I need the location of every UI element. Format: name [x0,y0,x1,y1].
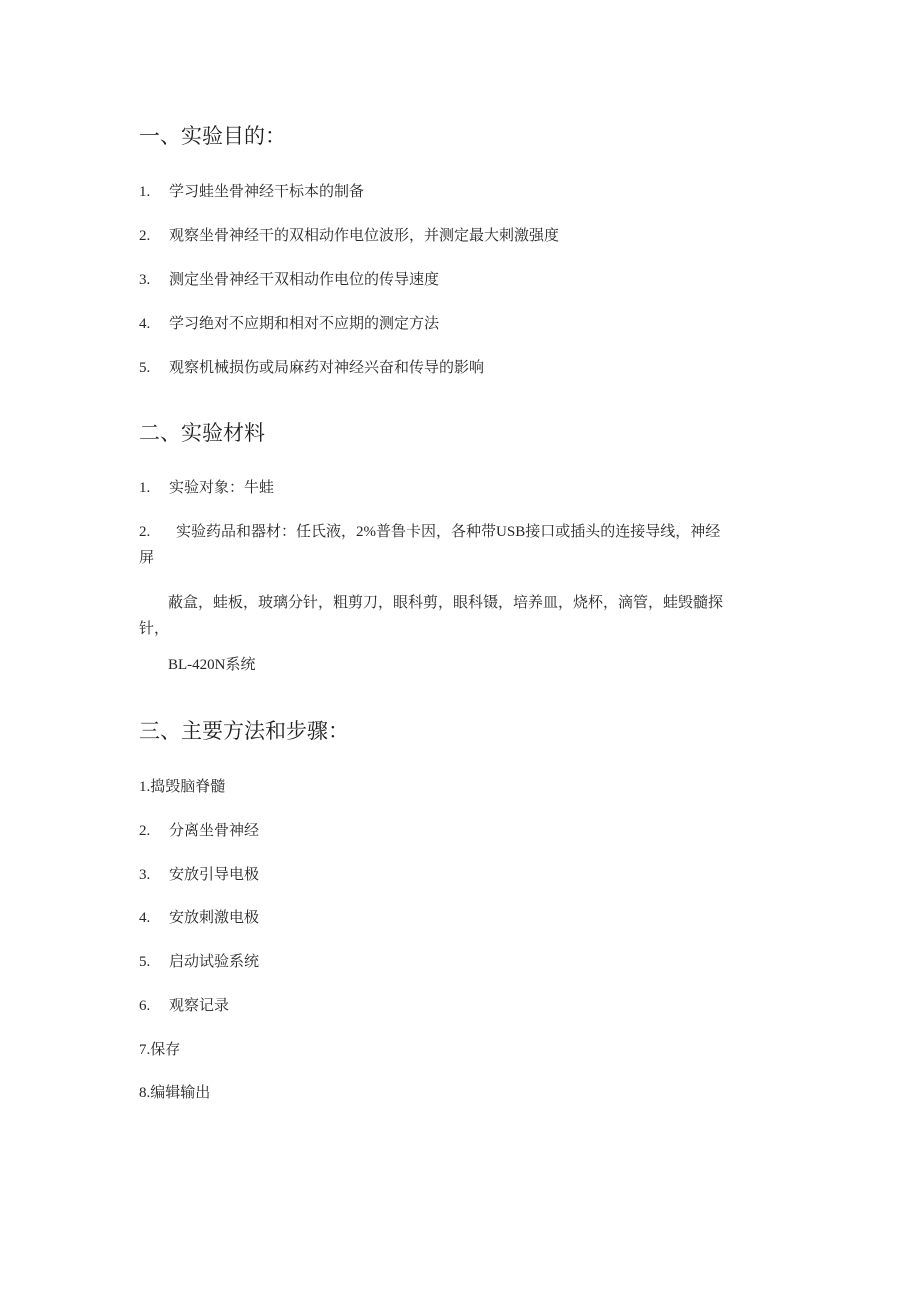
list-item-text: 安放刺激电极 [169,908,260,926]
list-item-text: 实验对象：牛蛙 [169,478,275,496]
list-item-number: 3. [139,867,151,883]
list-item-text: 启动试验系统 [169,952,260,970]
list-item [139,776,225,797]
list-item-number: 6. [139,998,151,1014]
list-item-text: 分离坐骨神经 [169,821,260,839]
list-item-text: 编辑输出 [150,1083,211,1101]
list-item-number: 5. [139,360,151,376]
list-item-text: 测定坐骨神经干双相动作电位的传导速度 [169,270,440,288]
list-item-number: 4. [139,910,151,926]
list-item [139,477,274,498]
list-item-text: 学习绝对不应期和相对不应期的测定方法 [169,314,440,332]
list-item [139,864,259,885]
list-item-number: 5. [139,954,151,970]
list-item [139,995,229,1016]
section-heading-materials: 二、实验材料 [139,421,265,445]
list-item-number: 2. [139,228,151,244]
list-item-text: 观察记录 [169,996,230,1014]
list-item-text: 安放引导电极 [169,865,260,883]
list-item [139,521,720,542]
list-item-number: 4. [139,316,151,332]
list-item-text-part: 普鲁卡因，各种带 [376,522,497,540]
list-item [139,820,259,841]
list-item-continuation: 蔽盒，蛙板，玻璃分针，粗剪刀，眼科剪，眼科镊，培养皿，烧杯，滴管，蛙毁髓探 [168,593,724,611]
list-item-number: 2. [139,823,151,839]
list-item-continuation [168,654,256,675]
system-model: BL-420N [168,657,226,673]
list-item-text-part: 实验药品和器材：任氏液， [176,522,357,540]
list-item [139,357,484,378]
list-item [139,907,259,928]
list-item [139,225,559,246]
list-item-text: 保存 [150,1040,181,1058]
list-item-text: 学习蛙坐骨神经干标本的制备 [169,182,365,200]
list-item [139,269,439,290]
list-item-text: 观察坐骨神经干的双相动作电位波形，并测定最大刺激强度 [169,226,560,244]
list-item-number: 8. [139,1085,151,1101]
list-item [139,181,364,202]
list-item-number: 2. [139,524,151,540]
list-item-number: 1. [139,480,151,496]
list-item [139,1082,210,1103]
section-heading-purpose: 一、实验目的： [139,124,286,148]
list-item-number: 3. [139,272,151,288]
list-item [139,313,439,334]
list-item-text-part: USB [496,524,526,540]
list-item-continuation: 屏 [139,548,155,566]
list-item-number: 7. [139,1042,151,1058]
list-item-number: 1. [139,779,151,795]
list-item-text: 观察机械损伤或局麻药对神经兴奋和传导的影响 [169,358,485,376]
list-item-text-part: 2% [356,524,377,540]
list-item-text-part: 接口或插头的连接导线，神经 [525,522,721,540]
list-item-number: 1. [139,184,151,200]
list-item [139,951,259,972]
system-label: 系统 [225,655,256,673]
section-heading-methods: 三、主要方法和步骤： [139,719,349,743]
list-item [139,1039,180,1060]
list-item-text: 捣毁脑脊髓 [150,777,226,795]
list-item-continuation: 针， [139,619,170,637]
